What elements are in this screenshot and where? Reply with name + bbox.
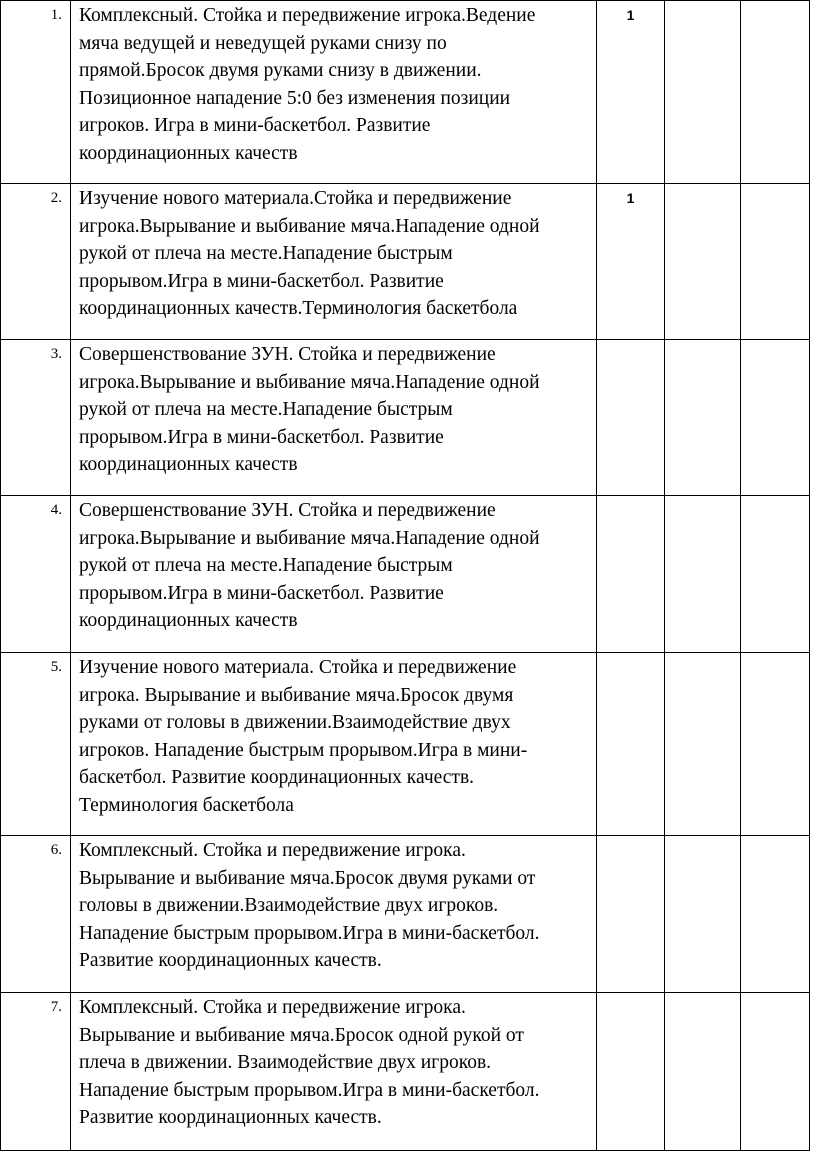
table-row	[1, 496, 810, 653]
hours-cell	[597, 836, 665, 993]
table-row	[1, 340, 810, 496]
lesson-topic: Совершенствование ЗУН. Стойка и передвижение игрока.Вырывание и выбивание мяча.Нападение одной рукой от плеча на месте.Нападение быстрым прорывом.Игра в мини-баскетбол. Развитие координационных качеств	[71, 340, 597, 496]
row-number: 2.	[1, 184, 71, 340]
fact-date-cell	[741, 184, 810, 340]
plan-date-cell	[665, 184, 741, 340]
row-number: 6.	[1, 836, 71, 993]
fact-date-cell	[741, 1, 810, 184]
plan-date-cell	[665, 993, 741, 1151]
fact-date-cell	[741, 653, 810, 836]
lesson-topic: Изучение нового материала. Стойка и передвижение игрока. Вырывание и выбивание мяча.Бросок двумя руками от головы в движении.Взаимодействие двух игроков. Нападение быстрым прорывом.Игра в мини- баскетбол. Развитие координационных качеств. Терминология баскетбола	[71, 653, 597, 836]
plan-date-cell	[665, 340, 741, 496]
row-number: 7.	[1, 993, 71, 1151]
table-row	[1, 184, 810, 340]
lesson-topic: Комплексный. Стойка и передвижение игрока. Вырывание и выбивание мяча.Бросок двумя руками от головы в движении.Взаимодействие двух игроков. Нападение быстрым прорывом.Игра в мини-баскетбол. Развитие координационных качеств.	[71, 836, 597, 993]
row-number: 4.	[1, 496, 71, 653]
table-row	[1, 993, 810, 1151]
lesson-topic: Комплексный. Стойка и передвижение игрока.Ведение мяча ведущей и неведущей руками снизу по прямой.Бросок двумя руками снизу в движении. Позиционное нападение 5:0 без изменения позиции игроков. Игра в мини-баскетбол. Развитие координационных качеств	[71, 1, 597, 184]
hours-cell: 1	[597, 1, 665, 184]
table-row	[1, 653, 810, 836]
lesson-topic: Совершенствование ЗУН. Стойка и передвижение игрока.Вырывание и выбивание мяча.Нападение одной рукой от плеча на месте.Нападение быстрым прорывом.Игра в мини-баскетбол. Развитие координационных качеств	[71, 496, 597, 653]
hours-cell	[597, 496, 665, 653]
hours-cell	[597, 340, 665, 496]
plan-date-cell	[665, 836, 741, 993]
plan-date-cell	[665, 1, 741, 184]
hours-cell: 1	[597, 184, 665, 340]
hours-cell	[597, 993, 665, 1151]
row-number: 5.	[1, 653, 71, 836]
plan-date-cell	[665, 496, 741, 653]
fact-date-cell	[741, 496, 810, 653]
plan-date-cell	[665, 653, 741, 836]
fact-date-cell	[741, 836, 810, 993]
fact-date-cell	[741, 340, 810, 496]
table-row	[1, 1, 810, 184]
lesson-topic: Комплексный. Стойка и передвижение игрока. Вырывание и выбивание мяча.Бросок одной рукой от плеча в движении. Взаимодействие двух игроков. Нападение быстрым прорывом.Игра в мини-баскетбол. Развитие координационных качеств.	[71, 993, 597, 1151]
hours-cell	[597, 653, 665, 836]
row-number: 3.	[1, 340, 71, 496]
table-row	[1, 836, 810, 993]
lesson-topic: Изучение нового материала.Стойка и передвижение игрока.Вырывание и выбивание мяча.Нападение одной рукой от плеча на месте.Нападение быстрым прорывом.Игра в мини-баскетбол. Развитие координационных качеств.Терминология баскетбола	[71, 184, 597, 340]
fact-date-cell	[741, 993, 810, 1151]
row-number: 1.	[1, 1, 71, 184]
